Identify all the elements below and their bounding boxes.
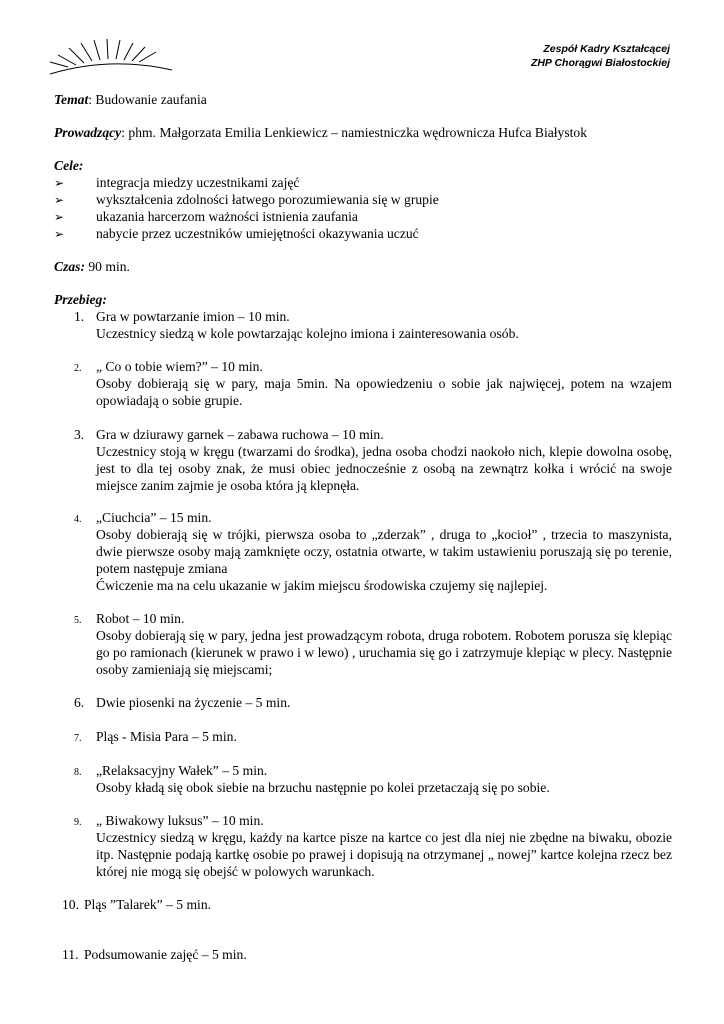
program-item-10 <box>62 896 660 913</box>
sun-logo-icon <box>44 38 176 84</box>
program-item-7 <box>74 728 672 745</box>
program-item-11 <box>62 946 660 963</box>
item-description: Uczestnicy siedzą w kole powtarzając kolejno imiona i zainteresowania osób. <box>96 326 519 341</box>
item-description: Osoby kładą się obok siebie na brzuchu następnie po kolei przetaczają się po sobie. <box>96 780 550 795</box>
program-item-5 <box>74 610 672 678</box>
leader-label: Prowadzący <box>54 125 122 140</box>
org-name-line1: Zespół Kadry Kształcącej <box>543 43 670 55</box>
program-item-3 <box>74 426 672 494</box>
goal-item: ➢ wykształcenia zdolności łatwego porozumiewania się w grupie <box>54 192 439 207</box>
item-number: 2. <box>74 363 82 374</box>
item-description: Uczestnicy stoją w kręgu (twarzami do środka), jedna osoba chodzi naokoło nich, klepie dowolna osobę, jest to dla tej osoby znak, że musi obiec jednocześnie z osobą na zewnątrz kołka i wrócić na swoje miejsce zanim zajmie je osoba która ją klepnęła. <box>96 444 672 493</box>
item-title: Gra w powtarzanie imion – 10 min. <box>96 309 290 324</box>
bullet-icon: ➢ <box>54 193 65 207</box>
item-title: „Ciuchcia” – 15 min. <box>96 510 212 525</box>
topic-value: : Budowanie zaufania <box>88 92 207 107</box>
item-title: Podsumowanie zajęć – 5 min. <box>84 947 247 962</box>
item-number: 10. <box>62 897 79 912</box>
bullet-icon: ➢ <box>54 227 65 241</box>
item-title: Dwie piosenki na życzenie – 5 min. <box>96 695 291 710</box>
goal-item: ➢ integracja miedzy uczestnikami zajęć <box>54 175 300 190</box>
item-number: 1. <box>74 309 85 324</box>
item-description: Uczestnicy siedzą w kręgu, każdy na kartce pisze na kartce co jest dla niej nie zbędne na biwaku, obozie itp. Następnie podają kartkę osobie po prawej i dopisują na otrzymanej „ nowej” kartce kolejna rzecz bez której nie mogą się obejść w polowych warunkach. <box>96 830 672 879</box>
program-item-6 <box>74 694 672 711</box>
leader-value: : phm. Małgorzata Emilia Lenkiewicz – namiestniczka wędrownicza Hufca Białystok <box>121 125 588 140</box>
item-number: 5. <box>74 615 82 626</box>
org-name-line2: ZHP Chorągwi Białostockiej <box>530 57 670 69</box>
item-title: Pląs ”Talarek” – 5 min. <box>84 897 212 912</box>
item-description: Ćwiczenie ma na celu ukazanie w jakim miejscu środowiska czujemy się najlepiej. <box>96 578 548 593</box>
program-item-1 <box>74 308 672 342</box>
leader-line <box>54 124 587 141</box>
item-title: Robot – 10 min. <box>96 611 185 626</box>
item-title: Pląs - Misia Para – 5 min. <box>96 729 237 744</box>
program-item-9 <box>74 812 672 880</box>
time-line <box>54 258 130 275</box>
item-title: „ Biwakowy luksus” – 10 min. <box>96 813 264 828</box>
program-item-8 <box>74 762 672 796</box>
item-description: Osoby dobierają się w trójki, pierwsza osoba to „zderzak” , druga to „kocioł” , trzecia to maszynista, dwie pierwsze osoby mają zamknięte oczy, ostatnia otwarte, w takim ustawieniu poruszają się po terenie, potem następuje zmiana <box>96 527 672 576</box>
time-label: Czas: <box>54 259 85 274</box>
item-description: Osoby dobierają się w pary, jedna jest prowadzącym robota, druga robotem. Robotem porusza się klepiąc go po ramionach (kierunek w prawo i w lewo) , uruchamia się go i zatrzymuje klepiąc w plecy. Następnie osoby zamieniają się miejscami; <box>96 628 672 677</box>
time-value: 90 min. <box>84 259 130 274</box>
item-description: Osoby dobierają się w pary, maja 5min. Na opowiedzeniu o sobie jak najwięcej, potem na wzajem opowiadają o sobie grupie. <box>96 376 672 408</box>
item-number: 7. <box>74 733 82 744</box>
item-number: 9. <box>74 817 82 828</box>
program-item-4 <box>74 509 672 594</box>
item-title: „ Co o tobie wiem?” – 10 min. <box>96 359 263 374</box>
bullet-icon: ➢ <box>54 210 65 224</box>
program-label: Przebieg: <box>54 292 107 307</box>
goal-item: ➢ ukazania harcerzom ważności istnienia zaufania <box>54 209 358 224</box>
bullet-icon: ➢ <box>54 176 65 190</box>
item-title: Gra w dziurawy garnek – zabawa ruchowa – 10 min. <box>96 427 384 442</box>
topic-line <box>54 91 207 108</box>
item-number: 4. <box>74 514 82 525</box>
item-number: 6. <box>74 695 85 710</box>
item-number: 8. <box>74 767 82 778</box>
item-number: 3. <box>74 427 85 442</box>
topic-label: Temat <box>54 92 89 107</box>
item-number: 11. <box>62 947 79 962</box>
item-title: „Relaksacyjny Wałek” – 5 min. <box>96 763 268 778</box>
program-item-2 <box>74 358 672 409</box>
goals-label: Cele: <box>54 158 84 173</box>
goal-item: ➢ nabycie przez uczestników umiejętności okazywania uczuć <box>54 226 419 241</box>
